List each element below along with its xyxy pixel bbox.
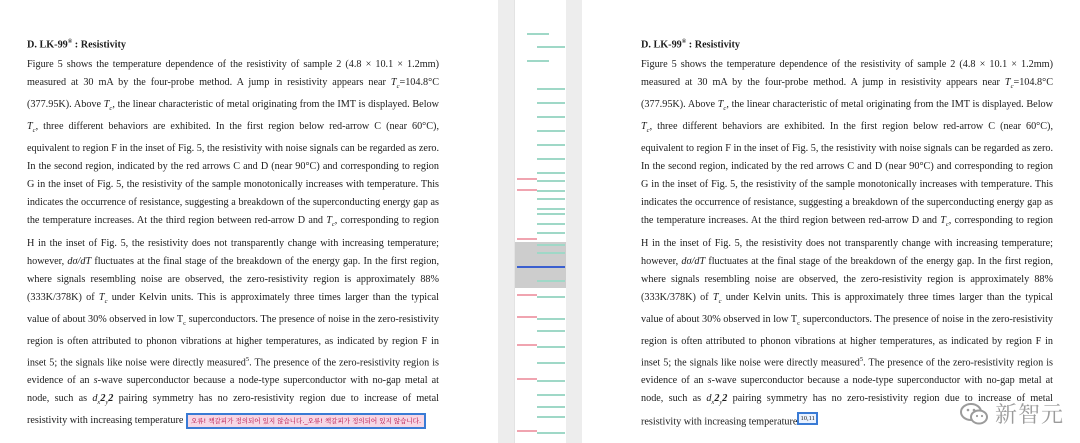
minimap-diff-marker [537, 432, 565, 434]
minimap-diff-marker [537, 280, 565, 282]
minimap-diff-marker [537, 244, 565, 246]
minimap-diff-marker [537, 158, 565, 160]
minimap-diff-marker [537, 144, 565, 146]
minimap-diff-marker [537, 362, 565, 364]
minimap-diff-marker [537, 416, 565, 418]
minimap-diff-marker [537, 213, 565, 215]
left-paragraph: Figure 5 shows the temperature dependence of the resistivity of sample 2 (4.8 × 10.1 × 1.2mm) measured at 30 mA by the four-probe method. A jump in resistivity appears near $T_c=104.8^\circ C$ (377.95K). Above $T_c$, the linear characteristic of metal originating from the IMT is displayed. Below $T_c$, three different behaviors are exhibited. In the first region below red-arrow C (near 60°C), equivalent to region F in the inset of Fig. 5, the resistivity with noise signals can be regarded as zero. In the second region, indicated by the red arrows C and D (near 90°C) and corresponding to region G in the inset of Fig. 5, the resistivity of the sample monotonically increases with temperature. This indicates the occurrence of resistance, suggesting a breakdown of the superconducting energy gap as the temperature increases. At the third region between red-arrow D and $T_c$, corresponding to region H in the inset of Fig. 5, the resistivity does not transparently change with increasing temperature; however, dσ/dT fluctuates at the final stage of the breakdown of the energy gap. In the first region, where signals resembling noise are observed, the zero-resistivity region is approximately 88% (333K/378K) of $T_c$ under Kelvin units. This is approximately three times larger than the typical value of about 30% observed in low $T_c$ superconductors. The presence of noise in the zero-resistivity region is often attributed to phonon vibrations at higher temperatures, as indicated by region F in inset 5; the signals like noise were directly measured$^5$. The presence of the zero-resistivity region is evidence of an s-wave superconductor because a node-type superconductor with no-gap metal at node, such as $d_x2_y2$ pairing symmetry has no zero-resistivity region due to increase of metal resistivity with increasing temperature 오류! 책갈피가 정의되어 있지 않습니다._오류! 책갈피가 정의되어 있지 않습니다. [27, 56, 439, 430]
compare-minimap[interactable] [514, 0, 568, 443]
minimap-diff-marker [517, 266, 565, 268]
left-scroll-gutter [498, 0, 514, 443]
minimap-diff-marker [537, 88, 565, 90]
right-scroll-gutter [566, 0, 582, 443]
minimap-diff-marker [537, 330, 565, 332]
minimap-diff-marker [527, 60, 549, 62]
minimap-diff-marker [517, 344, 537, 346]
minimap-diff-marker [517, 178, 537, 180]
minimap-diff-marker [537, 223, 565, 225]
minimap-diff-marker [537, 130, 565, 132]
right-document-body [641, 33, 1053, 431]
minimap-diff-marker [537, 406, 565, 408]
minimap-diff-marker [537, 180, 565, 182]
minimap-diff-marker [537, 318, 565, 320]
minimap-diff-marker [517, 189, 537, 191]
minimap-diff-marker [537, 346, 565, 348]
minimap-diff-marker [537, 380, 565, 382]
minimap-diff-marker [527, 33, 549, 35]
minimap-diff-marker [537, 232, 565, 234]
minimap-diff-marker [517, 378, 537, 380]
left-document-pane[interactable] [0, 0, 498, 443]
minimap-diff-marker [537, 252, 565, 254]
watermark-text: 新智元 [994, 403, 1064, 428]
right-section-title: D. LK-99® : Resistivity [641, 39, 740, 51]
minimap-diff-marker [517, 238, 537, 240]
minimap-diff-marker [537, 208, 565, 210]
minimap-diff-marker [517, 430, 537, 432]
left-section-title: D. LK-99® : Resistivity [27, 39, 126, 51]
minimap-diff-marker [537, 102, 565, 104]
left-document-body [27, 33, 439, 430]
citation-reference-field[interactable]: 10,11 [797, 412, 817, 425]
wechat-logo-icon [959, 401, 989, 427]
right-document-pane[interactable] [582, 0, 1080, 443]
minimap-diff-marker [537, 198, 565, 200]
minimap-diff-marker [537, 190, 565, 192]
minimap-diff-marker [517, 316, 537, 318]
minimap-diff-marker [537, 394, 565, 396]
minimap-diff-marker [537, 116, 565, 118]
minimap-diff-marker [537, 296, 565, 298]
minimap-diff-marker [537, 46, 565, 48]
right-paragraph: Figure 5 shows the temperature dependence of the resistivity of sample 2 (4.8 × 10.1 × 1.2mm) measured at 30 mA by the four-probe method. A jump in resistivity appears near $T_c=104.8^\circ C$ (377.95K). Above $T_c$, the linear characteristic of metal originating from the IMT is displayed. Below $T_c$, three different behaviors are exhibited. In the first region below red-arrow C (near 60°C), equivalent to region F in the inset of Fig. 5, the resistivity with noise signals can be regarded as zero. In the second region, indicated by the red arrows C and D (near 90°C) and corresponding to region G in the inset of Fig. 5, the resistivity of the sample monotonically increases with temperature. This indicates the occurrence of resistance, suggesting a breakdown of the superconducting energy gap as the temperature increases. At the third region between red-arrow D and $T_c$, corresponding to region H in the inset of Fig. 5, the resistivity does not transparently change with increasing temperature; however, dσ/dT fluctuates at the final stage of the breakdown of the energy gap. In the first region, where signals resembling noise are observed, the zero-resistivity region is approximately 88% (333K/378K) of $T_c$ under Kelvin units. This is approximately three times larger than the typical value of about 30% observed in low $T_c$ superconductors. The presence of noise in the zero-resistivity region is often attributed to phonon vibrations at higher temperatures, as indicated by region F in inset 5; the signals like noise were directly measured$^5$. The presence of the zero-resistivity region is evidence of an s-wave superconductor because a node-type superconductor with no-gap metal at node, such as $d_x2_y2$ pairing symmetry has no zero-resistivity region due to increase of metal resistivity with increasing temperature 10,11 [641, 59, 1053, 428]
minimap-diff-marker [537, 172, 565, 174]
bookmark-error-field[interactable]: 오류! 책갈피가 정의되어 있지 않습니다._오류! 책갈피가 정의되어 있지 않습니다. [186, 413, 426, 429]
minimap-diff-marker [517, 294, 537, 296]
watermark [959, 398, 1064, 429]
